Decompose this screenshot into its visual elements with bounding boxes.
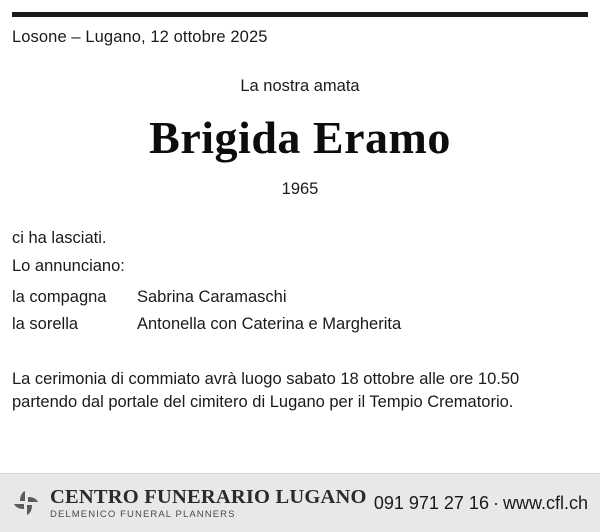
brand-tagline: DELMENICO FUNERAL PLANNERS [50, 508, 236, 520]
relation-names: Sabrina Caramaschi [137, 288, 287, 307]
contact-separator: · [492, 492, 499, 513]
deceased-name: Brigida Eramo [149, 112, 451, 163]
relation-names: Antonella con Caterina e Margherita [137, 315, 402, 334]
passing-text: ci ha lasciati. [12, 229, 107, 248]
brand-name: CENTRO FUNERARIO LUGANO [50, 486, 367, 508]
relation-role: la compagna [12, 288, 107, 307]
notice-content [12, 24, 588, 415]
ceremony-details: La cerimonia di commiato avrà luogo sabato 18 ottobre alle ore 10.50 partendo dal portale del cimitero di Lugano per il Tempio Crematorio. [12, 369, 520, 412]
birth-year: 1965 [281, 180, 319, 199]
list-item [12, 284, 588, 311]
pinwheel-logo-icon [12, 489, 40, 517]
list-item [12, 311, 588, 338]
footer-bar [0, 473, 600, 532]
top-rule-divider [12, 12, 588, 17]
contact-info [374, 493, 588, 514]
relation-role: la sorella [12, 315, 79, 334]
brand-block [12, 487, 367, 519]
phone-number[interactable]: 091 971 27 16 [373, 492, 489, 513]
lead-text: La nostra amata [240, 77, 360, 95]
place-and-date: Losone – Lugano, 12 ottobre 2025 [12, 28, 268, 46]
relations-list [12, 284, 588, 337]
website-link[interactable]: www.cfl.ch [502, 492, 588, 513]
announcement-label: Lo annunciano: [12, 257, 125, 276]
